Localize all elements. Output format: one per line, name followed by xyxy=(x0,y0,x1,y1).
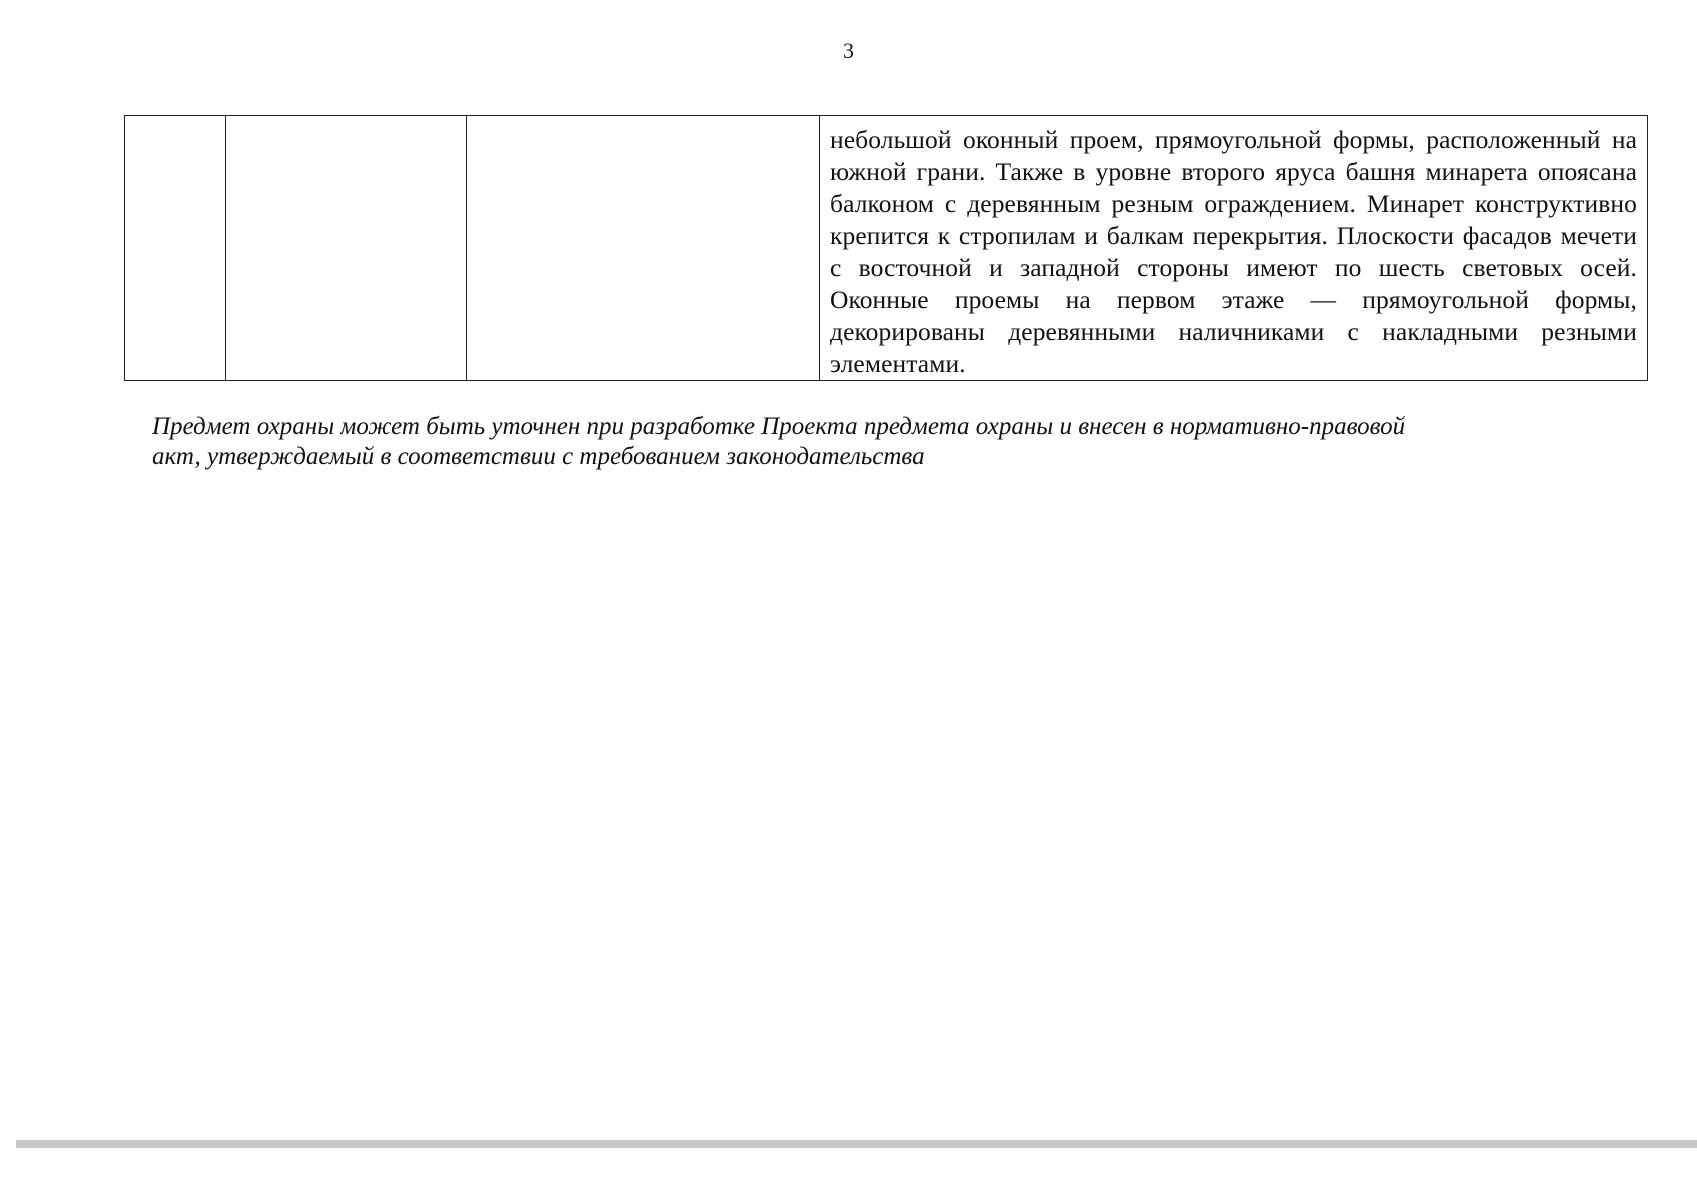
footnote xyxy=(152,412,1552,472)
table-cell-photo xyxy=(467,116,820,381)
footnote-line-1: Предмет охраны может быть уточнен при разработке Проекта предмета охраны и внесен в нормативно-правовой xyxy=(152,413,1406,440)
scan-edge-divider xyxy=(16,1140,1697,1148)
footnote-line-2: акт, утверждаемый в соответствии с требованием законодательства xyxy=(152,443,925,470)
protection-subject-table xyxy=(124,115,1648,381)
table-row xyxy=(125,116,1648,381)
page-number: 3 xyxy=(843,38,854,63)
table-cell-number xyxy=(125,116,226,381)
table-cell-name xyxy=(226,116,467,381)
description-text: небольшой оконный проем, прямоугольной формы, расположенный на южной грани. Также в уровне второго яруса башня минарета опоясана балконом с деревянным резным ограждением. Минарет конструктивно крепится к стропилам и балкам перекрытия. Плоскости фасадов мечети с восточной и западной стороны имеют по шесть световых осей. Оконные проемы на первом этаже — прямоугольной формы, декорированы деревянными наличниками с накладными резными элементами. xyxy=(830,125,1637,378)
table-cell-description xyxy=(820,116,1648,381)
